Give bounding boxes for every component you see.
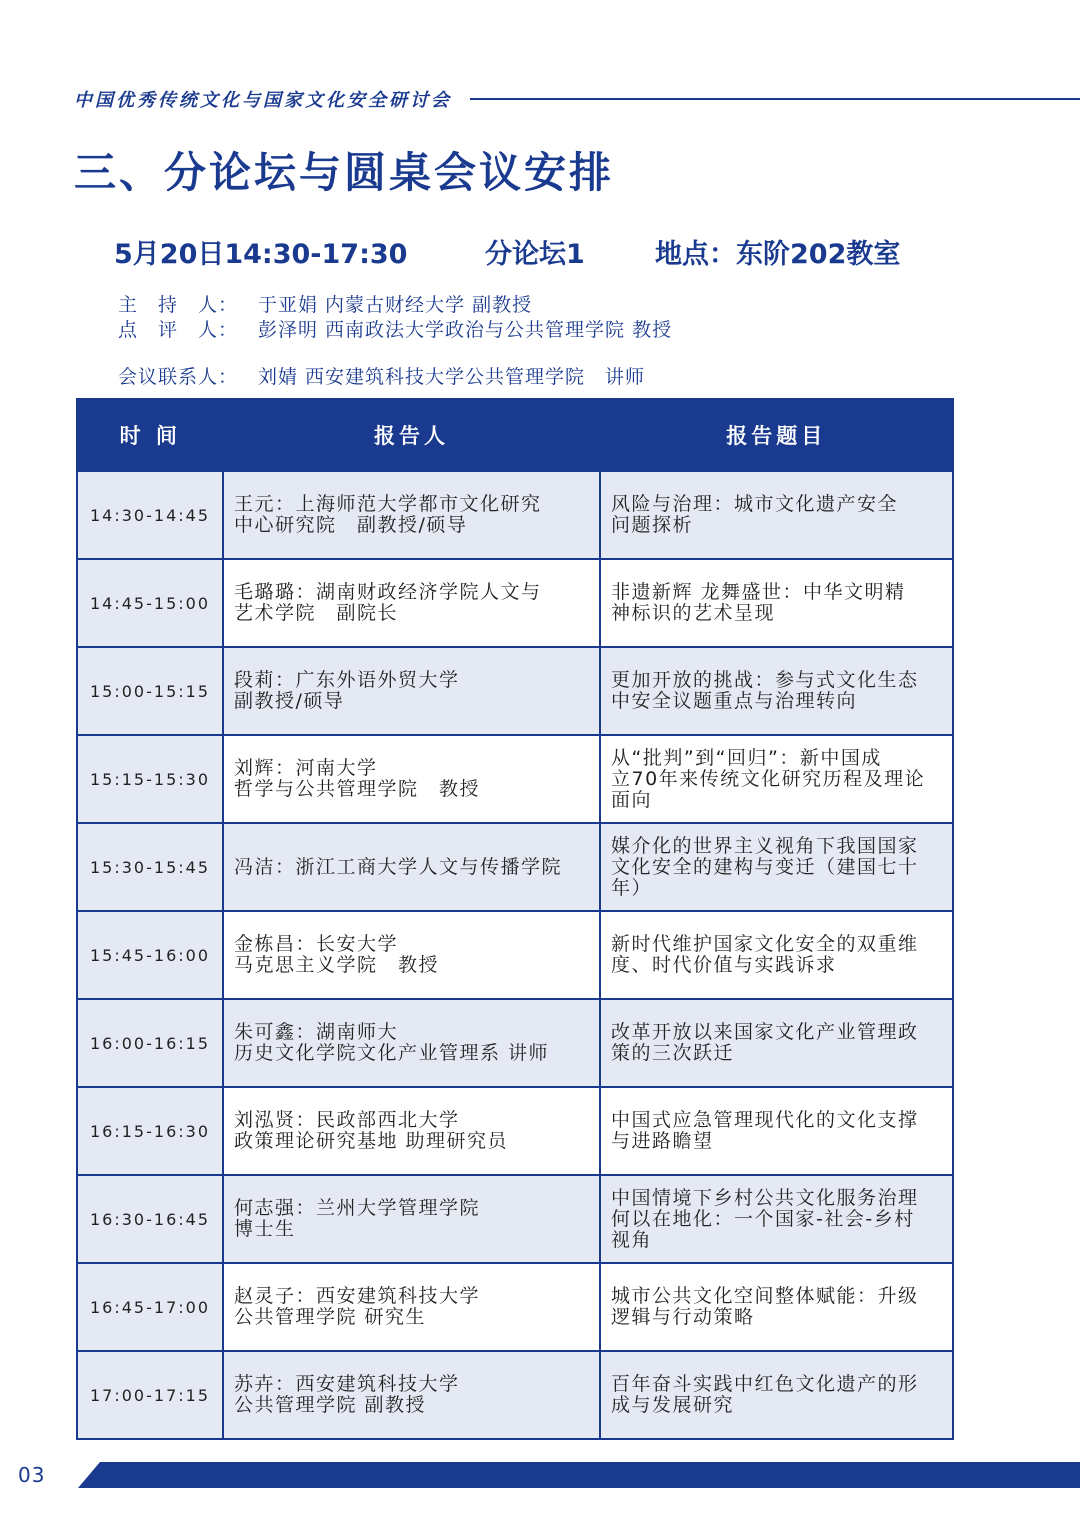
reporter-line: 何志强：兰州大学管理学院: [234, 1197, 481, 1219]
topic-cell: [600, 823, 953, 911]
topic-line: 文化安全的建构与变迁（建国七十: [611, 855, 919, 878]
time-cell: 16:30-16:45: [77, 1175, 223, 1263]
topic-cell: [600, 647, 953, 735]
time-cell: 14:30-14:45: [77, 471, 223, 559]
reporter-cell: [223, 1087, 600, 1175]
session-forum: 分论坛1: [485, 239, 585, 270]
topic-line: 年）: [611, 876, 653, 899]
time-cell: 15:30-15:45: [77, 823, 223, 911]
topic-line: 逻辑与行动策略: [611, 1306, 755, 1328]
reporter-line: 哲学与公共管理学院 教授: [234, 778, 481, 800]
topic-line: 神标识的艺术呈现: [611, 602, 776, 624]
reporter-cell: [223, 1175, 600, 1263]
time-cell: 15:00-15:15: [77, 647, 223, 735]
header-time: 时 间: [77, 399, 223, 471]
topic-cell: [600, 999, 953, 1087]
topic-cell: [600, 559, 953, 647]
reporter-cell: [223, 647, 600, 735]
contact-value: 刘婧 西安建筑科技大学公共管理学院 讲师: [258, 366, 646, 388]
running-header: [74, 86, 1080, 112]
table-row: [77, 823, 953, 911]
table-row: [77, 559, 953, 647]
reporter-line: 政策理论研究基地 助理研究员: [234, 1130, 509, 1152]
topic-line: 改革开放以来国家文化产业管理政: [611, 1021, 919, 1043]
time-cell: 17:00-17:15: [77, 1351, 223, 1439]
reporter-line: 刘辉：河南大学: [234, 757, 378, 779]
time-cell: 15:15-15:30: [77, 735, 223, 823]
reporter-line: 马克思主义学院 教授: [234, 954, 440, 976]
contact-label: 会议联系人：: [118, 366, 239, 388]
topic-line: 立70年来传统文化研究历程及理论: [611, 767, 926, 790]
reporter-cell: [223, 823, 600, 911]
topic-cell: [600, 1175, 953, 1263]
topic-line: 中国式应急管理现代化的文化支撑: [611, 1109, 919, 1131]
time-cell: 15:45-16:00: [77, 911, 223, 999]
topic-line: 更加开放的挑战：参与式文化生态: [611, 669, 919, 691]
reviewer-label: 点 评 人：: [118, 319, 239, 341]
table-row: [77, 999, 953, 1087]
reporter-line: 博士生: [234, 1218, 296, 1240]
reporter-line: 苏卉：西安建筑科技大学: [234, 1373, 460, 1395]
reporter-line: 毛璐璐：湖南财政经济学院人文与: [234, 581, 542, 603]
header-reporter: 报告人: [223, 399, 600, 471]
reporter-line: 公共管理学院 副教授: [234, 1394, 427, 1416]
table-row: [77, 471, 953, 559]
reporter-line: 副教授/硕导: [234, 690, 345, 712]
table-row: [77, 1351, 953, 1439]
topic-line: 媒介化的世界主义视角下我国国家: [611, 834, 919, 857]
topic-line: 非遗新辉 龙舞盛世：中华文明精: [611, 581, 906, 603]
time-cell: 14:45-15:00: [77, 559, 223, 647]
reporter-line: 王元：上海师范大学都市文化研究: [234, 493, 542, 515]
topic-line: 中国情境下乡村公共文化服务治理: [611, 1186, 919, 1209]
reporter-line: 刘泓贤：民政部西北大学: [234, 1109, 460, 1131]
reporter-line: 赵灵子：西安建筑科技大学: [234, 1285, 481, 1307]
reviewer-info: [118, 315, 672, 342]
topic-line: 问题探析: [611, 514, 694, 536]
table-row: [77, 1263, 953, 1351]
table-header-row: [77, 399, 953, 471]
topic-cell: [600, 1263, 953, 1351]
reporter-line: 艺术学院 副院长: [234, 602, 399, 624]
reporter-line: 中心研究院 副教授/硕导: [234, 514, 468, 536]
time-cell: 16:15-16:30: [77, 1087, 223, 1175]
topic-line: 成与发展研究: [611, 1394, 735, 1416]
reporter-cell: [223, 911, 600, 999]
reporter-line: 朱可鑫：湖南师大: [234, 1021, 399, 1043]
table-row: [77, 1175, 953, 1263]
reporter-line: 历史文化学院文化产业管理系 讲师: [234, 1042, 550, 1064]
table-row: [77, 1087, 953, 1175]
schedule-table: [76, 398, 954, 1440]
host-info: [118, 290, 532, 317]
contact-info: [118, 362, 645, 389]
reporter-cell: [223, 1263, 600, 1351]
topic-line: 从“批判”到“回归”：新中国成: [611, 746, 882, 769]
topic-cell: [600, 911, 953, 999]
reporter-line: 公共管理学院 研究生: [234, 1306, 427, 1328]
topic-line: 新时代维护国家文化安全的双重维: [611, 933, 919, 955]
table-row: [77, 647, 953, 735]
topic-line: 中安全议题重点与治理转向: [611, 690, 858, 712]
table-row: [77, 735, 953, 823]
table-row: [77, 911, 953, 999]
host-label: 主 持 人：: [118, 294, 239, 316]
topic-cell: [600, 1087, 953, 1175]
time-cell: 16:45-17:00: [77, 1263, 223, 1351]
topic-line: 何以在地化：一个国家-社会-乡村: [611, 1207, 915, 1230]
reporter-line: 段莉：广东外语外贸大学: [234, 669, 460, 691]
reporter-cell: [223, 999, 600, 1087]
schedule-body: [77, 471, 953, 1439]
reporter-cell: [223, 471, 600, 559]
topic-line: 策的三次跃迁: [611, 1042, 735, 1064]
session-time: 5月20日14:30-17:30: [114, 239, 408, 270]
topic-line: 与进路瞻望: [611, 1130, 714, 1152]
topic-line: 度、时代价值与实践诉求: [611, 954, 837, 976]
host-value: 于亚娟 内蒙古财经大学 副教授: [258, 294, 533, 316]
topic-line: 面向: [611, 788, 653, 811]
page-number: 03: [18, 1463, 46, 1487]
topic-cell: [600, 1351, 953, 1439]
conference-name: 中国优秀传统文化与国家文化安全研讨会: [74, 90, 452, 111]
reviewer-value: 彭泽明 西南政法大学政治与公共管理学院 教授: [258, 319, 673, 341]
section-title: 三、分论坛与圆桌会议安排: [74, 148, 615, 197]
time-cell: 16:00-16:15: [77, 999, 223, 1087]
topic-line: 视角: [611, 1228, 653, 1251]
reporter-cell: [223, 559, 600, 647]
reporter-cell: [223, 735, 600, 823]
topic-cell: [600, 735, 953, 823]
reporter-cell: [223, 1351, 600, 1439]
footer-band: [0, 1462, 1080, 1488]
topic-cell: [600, 471, 953, 559]
session-location: 地点：东阶202教室: [655, 239, 901, 270]
header-rule: [470, 98, 1080, 100]
topic-line: 城市公共文化空间整体赋能：升级: [611, 1285, 919, 1307]
header-topic: 报告题目: [600, 399, 953, 471]
topic-line: 风险与治理：城市文化遗产安全: [611, 493, 899, 515]
reporter-line: 冯洁：浙江工商大学人文与传播学院: [234, 855, 563, 878]
reporter-line: 金栋昌：长安大学: [234, 933, 399, 955]
topic-line: 百年奋斗实践中红色文化遗产的形: [611, 1373, 919, 1395]
